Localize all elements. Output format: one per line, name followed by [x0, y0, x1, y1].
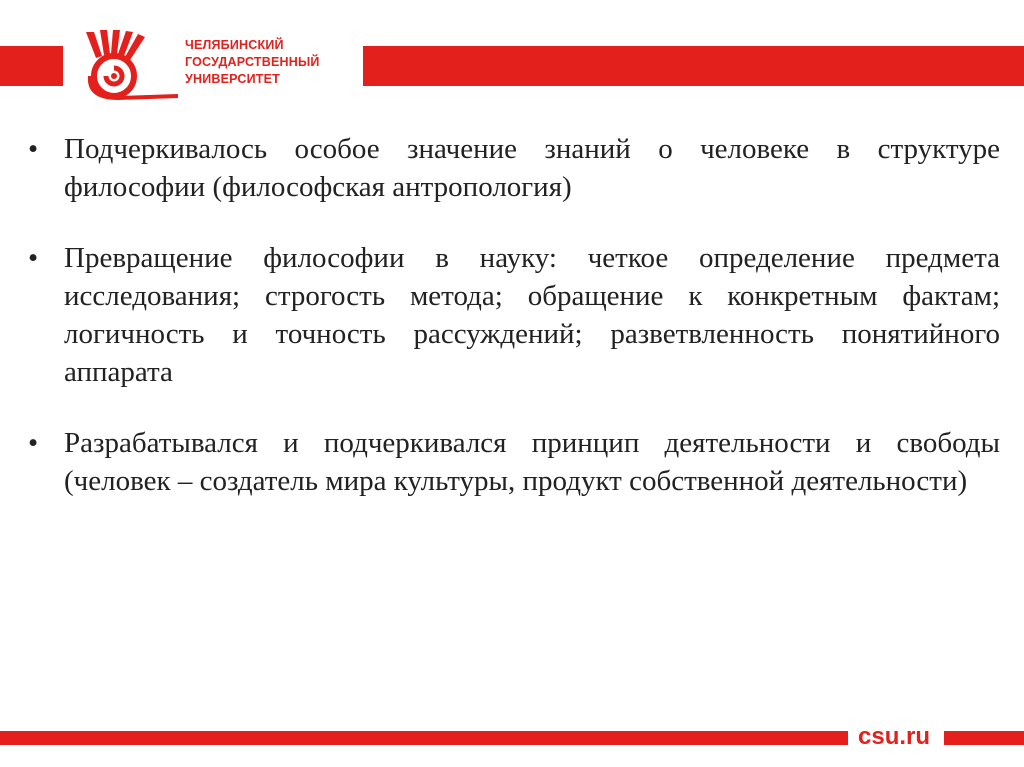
footer-bar-right [944, 731, 1024, 745]
university-logo [80, 30, 180, 100]
spiral-logo-icon [80, 30, 180, 100]
footer-bar-left [0, 731, 848, 745]
bullet-icon: • [28, 242, 39, 274]
bullet-item [28, 424, 1000, 500]
bullet-text: Превращение философии в науку: четкое определение предмета исследования; строгость метода; обращение к конкретным фактам; логичность и точность рассуждений; разветвленность понятийного аппарата [64, 242, 1000, 388]
bullet-text: Разрабатывался и подчеркивался принцип деятельности и свободы (человек – создатель мира культуры, продукт собственной деятельности) [64, 427, 1000, 497]
university-name-line: ГОСУДАРСТВЕННЫЙ [185, 55, 320, 69]
bullet-text: Подчеркивалось особое значение знаний о человеке в структуре философии (философская антропология) [64, 133, 1000, 203]
header-bar-left [0, 46, 63, 86]
university-name [185, 37, 320, 88]
bullet-icon: • [28, 133, 39, 165]
footer-site-label: csu.ru [858, 723, 931, 750]
bullet-item [28, 239, 1000, 391]
header-bar-right [363, 46, 1024, 86]
bullet-item [28, 130, 1000, 206]
university-name-line: ЧЕЛЯБИНСКИЙ [185, 38, 284, 52]
bullet-list [28, 130, 1000, 533]
bullet-icon: • [28, 427, 39, 459]
university-name-line: УНИВЕРСИТЕТ [185, 72, 280, 86]
